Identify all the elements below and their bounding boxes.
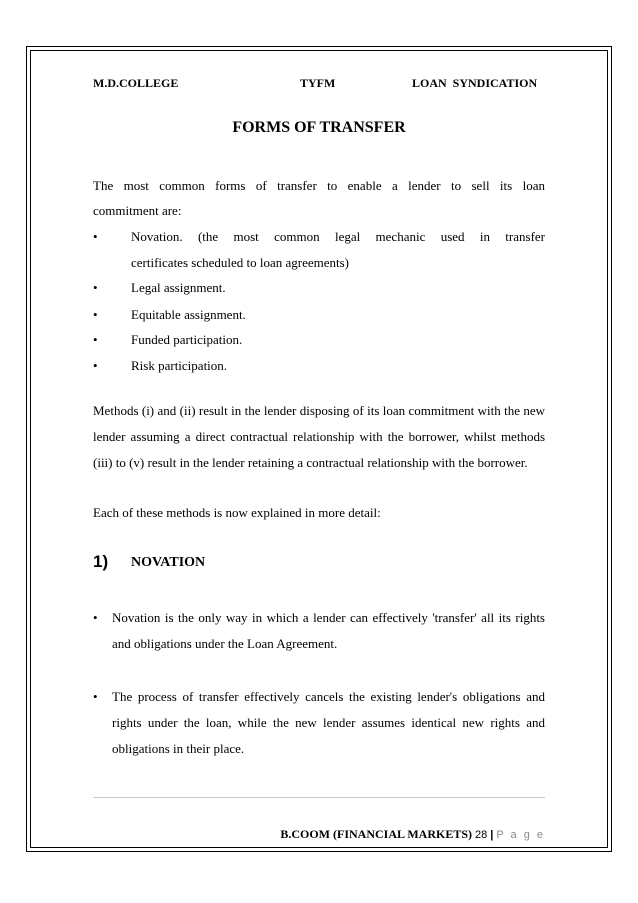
explained-line: Each of these methods is now explained in more detail: <box>93 505 381 520</box>
header-college: M.D.COLLEGE <box>93 76 179 90</box>
list-item-1-line-1: Novation. (the most common legal mechanic used in transfer <box>131 229 545 244</box>
list-item-1-line-2: certificates scheduled to loan agreements) <box>131 255 350 270</box>
section-title: NOVATION <box>131 555 206 570</box>
bullet-dot: • <box>93 280 98 295</box>
header-course: TYFM <box>300 76 336 90</box>
novation-bullet-1: Novation is the only way in which a lender can effectively 'transfer' all its rights and obligations under the Loan Agreement. <box>112 610 545 651</box>
header-subject: LOAN SYNDICATION <box>412 76 538 90</box>
page-footer <box>280 827 545 842</box>
list-item-4: Funded participation. <box>131 332 243 347</box>
bullet-dot: • <box>93 332 98 347</box>
section-number: 1) <box>93 552 109 571</box>
list-item-2: Legal assignment. <box>131 280 226 295</box>
footer-course: B.COOM (FINANCIAL MARKETS) <box>280 827 472 841</box>
footer-page-number: 28 <box>475 829 488 841</box>
intro-line-1: The most common forms of transfer to enable a lender to sell its loan <box>93 178 545 193</box>
page-title: FORMS OF TRANSFER <box>232 119 406 136</box>
footer-rule <box>93 797 545 798</box>
bullet-dot: • <box>93 229 98 244</box>
bullet-dot: • <box>93 610 98 625</box>
intro-line-2: commitment are: <box>93 203 182 218</box>
list-item-3: Equitable assignment. <box>131 307 246 322</box>
footer-separator: | <box>490 829 494 841</box>
footer-page-word: P a g e <box>496 829 545 841</box>
bullet-dot: • <box>93 689 98 704</box>
bullet-dot: • <box>93 307 98 322</box>
bullet-dot: • <box>93 358 98 373</box>
methods-paragraph: Methods (i) and (ii) result in the lender disposing of its loan commitment with the new lender assuming a direct contractual relationship with the borrower, whilst methods (iii) to (v) result in the lender retaining a contractual relationship with the borrower. <box>93 403 545 470</box>
list-item-5: Risk participation. <box>131 358 228 373</box>
novation-bullet-2: The process of transfer effectively cancels the existing lender's obligations and rights under the loan, while the new lender assumes identical new rights and obligations in their place. <box>112 689 545 756</box>
